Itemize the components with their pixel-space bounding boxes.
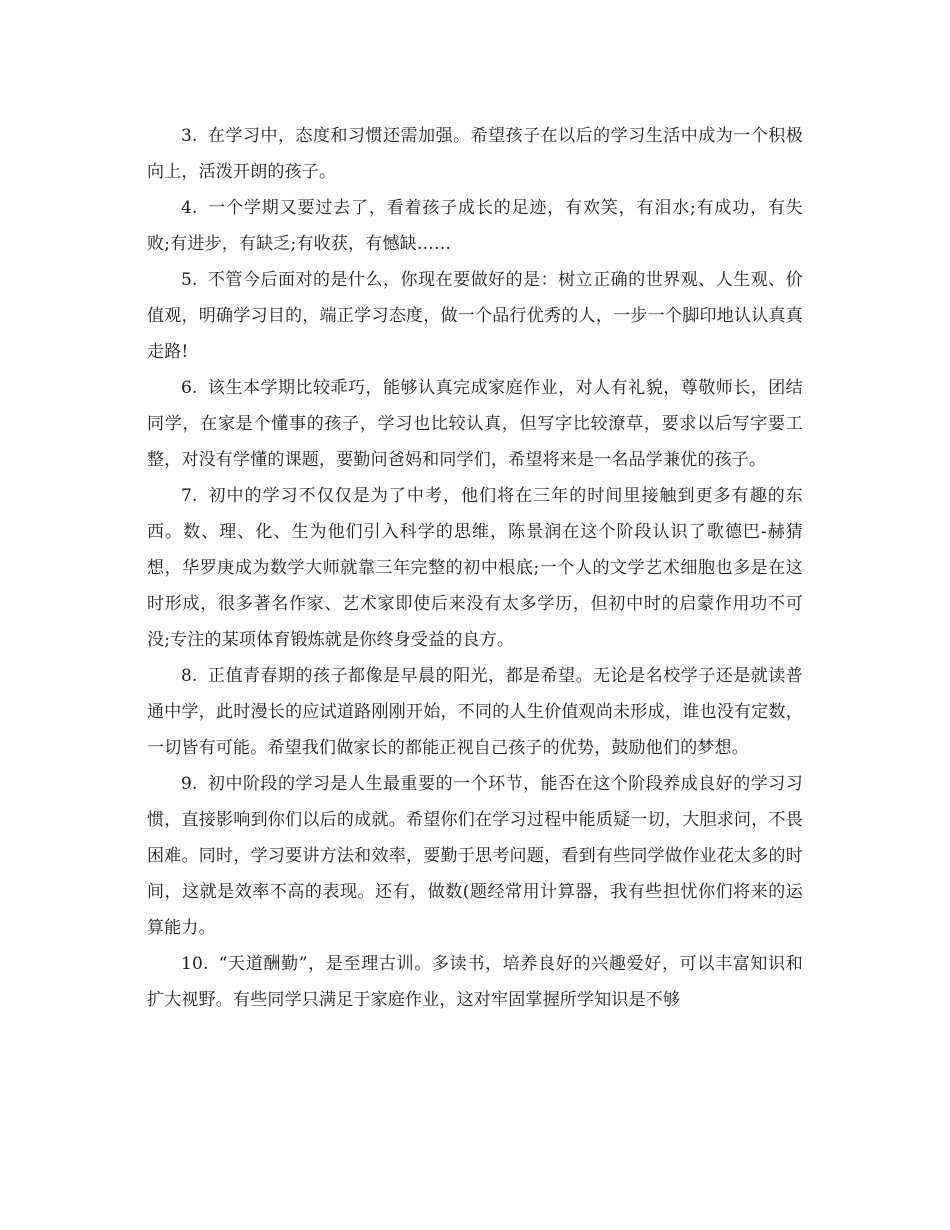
paragraph-text: 不管今后面对的是什么，你现在要做好的是：树立正确的世界观、人生观、价值观，明确学习目的，端正学习态度，做一个品行优秀的人，一步一个脚印地认认真真走路! xyxy=(147,270,803,362)
document-body xyxy=(147,118,803,1018)
paragraph-number: 5. xyxy=(181,270,198,290)
paragraph-6 xyxy=(147,370,803,478)
paragraph-10 xyxy=(147,946,803,1018)
paragraph-number: 4. xyxy=(181,198,198,218)
paragraph-number: 6. xyxy=(181,378,198,398)
paragraph-text: 初中阶段的学习是人生最重要的一个环节，能否在这个阶段养成良好的学习习惯，直接影响到你们以后的成就。希望你们在学习过程中能质疑一切，大胆求问，不畏困难。同时，学习要讲方法和效率，要勤于思考问题，看到有些同学做作业花太多的时间，这就是效率不高的表现。还有，做数(题经常用计算器，我有些担忧你们将来的运算能力。 xyxy=(147,774,803,938)
paragraph-7 xyxy=(147,478,803,658)
paragraph-number: 10. xyxy=(181,954,209,974)
paragraph-text: “天道酬勤”，是至理古训。多读书，培养良好的兴趣爱好，可以丰富知识和扩大视野。有些同学只满足于家庭作业，这对牢固掌握所学知识是不够 xyxy=(147,954,803,1010)
paragraph-text: 一个学期又要过去了，看着孩子成长的足迹，有欢笑，有泪水;有成功，有失败;有进步，有缺乏;有收获，有憾缺…… xyxy=(147,198,803,254)
paragraph-4 xyxy=(147,190,803,262)
paragraph-9 xyxy=(147,766,803,946)
paragraph-text: 在学习中，态度和习惯还需加强。希望孩子在以后的学习生活中成为一个积极向上，活泼开朗的孩子。 xyxy=(147,126,803,182)
paragraph-8 xyxy=(147,658,803,766)
paragraph-text: 初中的学习不仅仅是为了中考，他们将在三年的时间里接触到更多有趣的东西。数、理、化、生为他们引入科学的思维，陈景润在这个阶段认识了歌德巴-赫猜想，华罗庚成为数学大师就靠三年完整的初中根底;一个人的文学艺术细胞也多是在这时形成，很多著名作家、艺术家即使后来没有太多学历，但初中时的启蒙作用功不可没;专注的某项体育锻炼就是你终身受益的良方。 xyxy=(147,486,803,650)
paragraph-text: 该生本学期比较乖巧，能够认真完成家庭作业，对人有礼貌，尊敬师长，团结同学，在家是个懂事的孩子，学习也比较认真，但写字比较潦草，要求以后写字要工整，对没有学懂的课题，要勤问爸妈和同学们，希望将来是一名品学兼优的孩子。 xyxy=(147,378,803,470)
paragraph-number: 8. xyxy=(181,666,198,686)
paragraph-number: 3. xyxy=(181,126,198,146)
paragraph-number: 9. xyxy=(181,774,198,794)
paragraph-number: 7. xyxy=(181,486,198,506)
paragraph-3 xyxy=(147,118,803,190)
paragraph-text: 正值青春期的孩子都像是早晨的阳光，都是希望。无论是名校学子还是就读普通中学，此时漫长的应试道路刚刚开始，不同的人生价值观尚未形成，谁也没有定数，一切皆有可能。希望我们做家长的都能正视自己孩子的优势，鼓励他们的梦想。 xyxy=(147,666,803,758)
paragraph-5 xyxy=(147,262,803,370)
